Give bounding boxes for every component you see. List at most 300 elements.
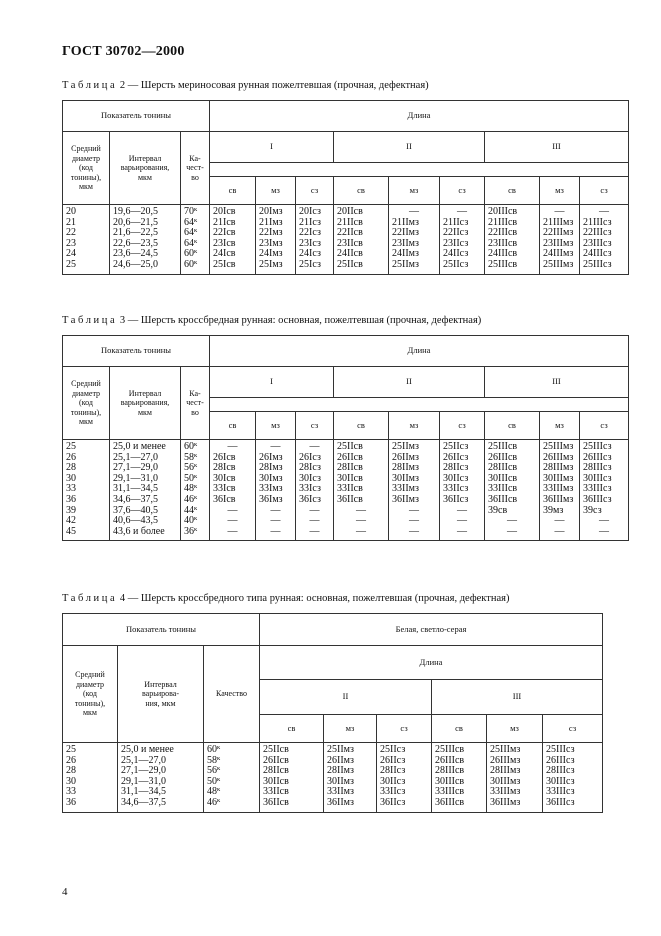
- table-cell: 36: [66, 493, 76, 505]
- table-cell: 25Iмз: [259, 258, 283, 270]
- table-cell: —: [227, 525, 238, 537]
- table-cell: 21Iсз: [299, 216, 321, 228]
- table-2-group-1: I: [210, 132, 334, 163]
- table-cell: 25IIIмз: [543, 441, 574, 452]
- quality-superscript: к: [217, 775, 221, 783]
- table-cell: 25: [66, 441, 76, 452]
- table-cell: 25: [66, 744, 76, 755]
- table-cell: 28IIсз: [380, 765, 406, 777]
- table-cell: 33IIсв: [263, 786, 289, 798]
- table-cell: 22IIIсз: [583, 227, 612, 239]
- table-cell: —: [270, 515, 281, 527]
- quality-superscript: к: [194, 441, 198, 448]
- table-cell: $60^к$: [184, 441, 198, 452]
- table-cell: 19,6—20,5: [113, 206, 158, 217]
- table-cell: 21IIIсв: [488, 216, 518, 228]
- table-cell: —: [309, 504, 320, 516]
- table-cell: $46^к$: [207, 796, 221, 808]
- table-3-header-quality: Ка- чест- во: [181, 367, 210, 440]
- quality-superscript: к: [217, 765, 221, 773]
- table-cell: 30IIсв: [337, 472, 363, 484]
- table-3-caption-text: 3 — Шерсть кроссбредная рунная: основная, пожелтевшая (прочная, дефектная): [119, 315, 482, 326]
- table-cell: —: [599, 525, 609, 537]
- table-2-interval-column: [110, 205, 181, 275]
- table-cell: 26Iмз: [259, 451, 283, 463]
- table-cell: $58^к$: [184, 451, 198, 463]
- table-2-sub: мз: [389, 177, 440, 205]
- table-3-sub: мз: [540, 412, 580, 440]
- table-cell: $46^к$: [184, 493, 198, 505]
- table-cell: 24,6—25,0: [113, 258, 158, 270]
- table-cell: 28IIIсв: [488, 462, 518, 474]
- table-cell: $64^к$: [184, 216, 198, 228]
- table-cell: 28IIIсв: [435, 765, 465, 777]
- table-cell: 24IIмз: [392, 248, 419, 260]
- table-2-diameter-column: [63, 205, 110, 275]
- table-cell: 23: [66, 237, 76, 249]
- table-3-sub: мз: [256, 412, 296, 440]
- table-2: [62, 100, 629, 275]
- table-cell: 33Iсз: [299, 483, 321, 495]
- table-2-sub: сз: [440, 177, 485, 205]
- table-4-header-interval: Интервал варьирова- ния, мкм: [118, 646, 204, 743]
- table-cell: 28: [66, 765, 76, 777]
- table-cell: 21,6—22,5: [113, 227, 158, 239]
- table-cell: $70^к$: [184, 206, 198, 217]
- quality-superscript: к: [194, 493, 198, 501]
- table-cell: $64^к$: [184, 227, 198, 239]
- table-cell: —: [227, 515, 238, 527]
- table-cell: —: [554, 525, 565, 537]
- table-cell: 25IIсз: [443, 441, 469, 452]
- table-4-sub: сз: [543, 715, 603, 743]
- table-cell: 22IIсв: [337, 227, 363, 239]
- table-cell: 21IIсз: [443, 216, 469, 228]
- table-cell: 30IIмз: [327, 775, 354, 787]
- document-title: ГОСТ 30702—2000: [62, 44, 185, 59]
- table-cell: 33IIIсз: [546, 786, 575, 798]
- table-cell: 30IIсз: [380, 775, 406, 787]
- table-cell: $56^к$: [184, 462, 198, 474]
- table-4-column: [377, 743, 432, 813]
- table-cell: 33IIIсв: [488, 483, 518, 495]
- table-cell: —: [457, 206, 467, 217]
- table-cell: 22Iмз: [259, 227, 283, 239]
- table-3-data-row: [63, 440, 629, 541]
- table-cell: 21Iмз: [259, 216, 283, 228]
- table-cell: 23Iсз: [299, 237, 321, 249]
- table-4-interval-column: [118, 743, 204, 813]
- table-2-sub: мз: [540, 177, 580, 205]
- table-cell: 25Iсв: [213, 258, 236, 270]
- table-cell: $56^к$: [207, 765, 221, 777]
- table-cell: 39сз: [583, 504, 602, 516]
- table-cell: —: [599, 515, 609, 527]
- table-cell: 25IIмз: [392, 258, 419, 270]
- table-cell: 22,6—23,5: [113, 237, 158, 249]
- table-cell: 25IIIмз: [490, 744, 521, 755]
- table-cell: 26IIIсв: [488, 451, 518, 463]
- table-3-sub: сз: [580, 412, 629, 440]
- table-cell: 24IIIсв: [488, 248, 518, 260]
- table-cell: —: [457, 504, 467, 516]
- table-cell: —: [457, 515, 467, 527]
- table-cell: —: [309, 525, 320, 537]
- table-cell: 30Iмз: [259, 472, 283, 484]
- table-2-spacer: [210, 163, 629, 177]
- table-cell: —: [507, 515, 517, 527]
- table-cell: —: [409, 525, 419, 537]
- table-cell: 25IIсз: [380, 744, 406, 755]
- table-cell: 24IIсз: [443, 248, 469, 260]
- table-2-sub: сз: [580, 177, 629, 205]
- table-cell: 33: [66, 483, 76, 495]
- table-cell: 33IIсз: [380, 786, 406, 798]
- table-cell: —: [309, 441, 320, 452]
- table-cell: 20: [66, 206, 76, 217]
- table-3-header-diameter: Средний диаметр (код тонины), мкм: [63, 367, 110, 440]
- quality-superscript: к: [194, 206, 198, 213]
- table-cell: 26: [66, 754, 76, 766]
- table-cell: 30IIIсв: [435, 775, 465, 787]
- table-cell: 28IIIсз: [583, 462, 612, 474]
- table-cell: 33: [66, 786, 76, 798]
- table-cell: 23IIмз: [392, 237, 419, 249]
- table-cell: 24IIсв: [337, 248, 363, 260]
- table-cell: 26IIмз: [392, 451, 419, 463]
- table-cell: 21IIIмз: [543, 216, 574, 228]
- table-cell: —: [227, 504, 238, 516]
- table-cell: 36IIIсз: [583, 493, 612, 505]
- table-cell: 36: [66, 796, 76, 808]
- table-2-header-quality: Ка- чест- во: [181, 132, 210, 205]
- table-3-group-3: III: [485, 367, 629, 398]
- table-2-sub: сз: [296, 177, 334, 205]
- table-4-header-quality: Качество: [204, 646, 260, 743]
- table-cell: 25IIIсз: [546, 744, 575, 755]
- table-cell: 28IIсз: [443, 462, 469, 474]
- table-cell: $60^к$: [184, 248, 198, 260]
- table-cell: 23IIIсз: [583, 237, 612, 249]
- table-4-sub: сз: [377, 715, 432, 743]
- table-cell: —: [409, 515, 419, 527]
- table-cell: 36IIсз: [443, 493, 469, 505]
- table-cell: —: [599, 206, 609, 217]
- table-cell: 27,1—29,0: [113, 462, 158, 474]
- table-cell: —: [554, 515, 565, 527]
- table-cell: 28Iсв: [213, 462, 236, 474]
- table-cell: 26IIмз: [327, 754, 354, 766]
- table-2-column: [540, 205, 580, 275]
- table-cell: 21IIсв: [337, 216, 363, 228]
- quality-superscript: к: [217, 744, 221, 751]
- table-cell: —: [270, 525, 281, 537]
- table-cell: 33IIмз: [327, 786, 354, 798]
- table-cell: 31,1—34,5: [121, 786, 166, 798]
- table-3-sub: св: [334, 412, 389, 440]
- table-cell: 22IIIмз: [543, 227, 574, 239]
- table-3-column: [485, 440, 540, 541]
- table-cell: 26Iсв: [213, 451, 236, 463]
- table-4-sub: св: [260, 715, 324, 743]
- table-cell: 20IIсв: [337, 206, 363, 217]
- quality-superscript: к: [194, 525, 198, 533]
- table-4-column: [324, 743, 377, 813]
- table-3-caption-lead: Таблица: [62, 315, 118, 326]
- table-cell: 30Iсв: [213, 472, 236, 484]
- table-3-sub: сз: [440, 412, 485, 440]
- table-cell: 36IIIсв: [435, 796, 465, 808]
- table-cell: 25,1—27,0: [121, 754, 166, 766]
- table-2-group-2: II: [334, 132, 485, 163]
- table-3-sub: св: [210, 412, 256, 440]
- table-cell: 39св: [488, 504, 508, 516]
- table-cell: 28IIмз: [327, 765, 354, 777]
- table-cell: 36Iсз: [299, 493, 321, 505]
- table-cell: 26IIIсз: [583, 451, 612, 463]
- table-cell: 26: [66, 451, 76, 463]
- table-4-sub: мз: [487, 715, 543, 743]
- table-4-caption-text: 4 — Шерсть кроссбредного типа рунная: основная, пожелтевшая (прочная, дефектная): [119, 593, 510, 604]
- table-cell: $40^к$: [184, 515, 198, 527]
- table-cell: 26IIсз: [380, 754, 406, 766]
- table-cell: 23IIсв: [337, 237, 363, 249]
- table-cell: 25IIIмз: [543, 258, 574, 270]
- table-cell: 30IIIмз: [490, 775, 521, 787]
- table-cell: 28IIIмз: [490, 765, 521, 777]
- table-2-caption-text: 2 — Шерсть мериносовая рунная пожелтевшая (прочная, дефектная): [119, 80, 429, 91]
- table-cell: 39: [66, 504, 76, 516]
- table-2-data-row: [63, 205, 629, 275]
- table-3-header-length: Длина: [210, 336, 629, 367]
- quality-superscript: к: [194, 227, 198, 235]
- table-cell: 24Iсз: [299, 248, 321, 260]
- table-cell: 39мз: [543, 504, 564, 516]
- table-2-column: [296, 205, 334, 275]
- table-cell: 36IIсв: [337, 493, 363, 505]
- table-2-column: [389, 205, 440, 275]
- table-cell: 42: [66, 515, 76, 527]
- table-4-quality-column: [204, 743, 260, 813]
- table-cell: 34,6—37,5: [113, 493, 158, 505]
- table-cell: $60^к$: [184, 258, 198, 270]
- table-cell: $64^к$: [184, 237, 198, 249]
- table-3-caption: [62, 315, 481, 326]
- table-cell: —: [270, 441, 281, 452]
- table-cell: 30IIIсв: [488, 472, 518, 484]
- table-cell: 25IIсв: [337, 258, 363, 270]
- table-cell: 30: [66, 472, 76, 484]
- table-4-diameter-column: [63, 743, 118, 813]
- table-cell: 24IIIсз: [583, 248, 612, 260]
- table-3-column: [540, 440, 580, 541]
- table-cell: 36Iмз: [259, 493, 283, 505]
- table-cell: —: [309, 515, 320, 527]
- table-cell: —: [554, 206, 565, 217]
- table-cell: 26IIIмз: [490, 754, 521, 766]
- table-cell: —: [409, 206, 419, 217]
- table-cell: $48^к$: [207, 786, 221, 798]
- table-cell: 33Iмз: [259, 483, 283, 495]
- table-cell: 29,1—31,0: [113, 472, 158, 484]
- quality-superscript: к: [194, 216, 198, 224]
- table-cell: 34,6—37,5: [121, 796, 166, 808]
- table-cell: —: [409, 504, 419, 516]
- table-2-column: [580, 205, 629, 275]
- table-4-group-3: III: [432, 680, 603, 715]
- table-2-header-interval: Интервал варьирования, мкм: [110, 132, 181, 205]
- table-cell: 24Iмз: [259, 248, 283, 260]
- table-cell: 37,6—40,5: [113, 504, 158, 516]
- table-3-group-2: II: [334, 367, 485, 398]
- table-cell: 26IIсв: [337, 451, 363, 463]
- table-cell: 20Iсв: [213, 206, 236, 217]
- table-cell: 25,1—27,0: [113, 451, 158, 463]
- table-cell: 33IIIмз: [543, 483, 574, 495]
- table-cell: 33Iсв: [213, 483, 236, 495]
- table-cell: 22Iсв: [213, 227, 236, 239]
- table-cell: 22IIмз: [392, 227, 419, 239]
- table-cell: 40,6—43,5: [113, 515, 158, 527]
- table-cell: 25IIмз: [327, 744, 354, 755]
- quality-superscript: к: [217, 796, 221, 804]
- table-cell: 25,0 и менее: [113, 441, 166, 452]
- table-cell: 24Iсв: [213, 248, 236, 260]
- table-cell: 23,6—24,5: [113, 248, 158, 260]
- table-cell: 31,1—34,5: [113, 483, 158, 495]
- table-4-sub: св: [432, 715, 487, 743]
- table-3-quality-column: [181, 440, 210, 541]
- table-cell: 25IIIсв: [435, 744, 465, 755]
- table-3-column: [440, 440, 485, 541]
- table-4-group-2: II: [260, 680, 432, 715]
- table-cell: 30IIсз: [443, 472, 469, 484]
- table-2-quality-column: [181, 205, 210, 275]
- table-2-column: [485, 205, 540, 275]
- quality-superscript: к: [194, 462, 198, 470]
- table-cell: 33IIсв: [337, 483, 363, 495]
- table-cell: 30IIIмз: [543, 472, 574, 484]
- table-cell: —: [507, 525, 517, 537]
- table-cell: 23Iсв: [213, 237, 236, 249]
- table-3-diameter-column: [63, 440, 110, 541]
- table-cell: 33IIIсв: [435, 786, 465, 798]
- table-2-column: [256, 205, 296, 275]
- table-cell: 30: [66, 775, 76, 787]
- table-cell: $44^к$: [184, 504, 198, 516]
- quality-superscript: к: [217, 754, 221, 762]
- table-cell: 28Iмз: [259, 462, 283, 474]
- table-cell: 25IIсв: [337, 441, 363, 452]
- table-4-caption-lead: Таблица: [62, 593, 118, 604]
- table-3: [62, 335, 629, 541]
- quality-superscript: к: [194, 237, 198, 245]
- table-cell: 26IIсв: [263, 754, 289, 766]
- table-cell: 22IIIсв: [488, 227, 518, 239]
- table-cell: 26Iсз: [299, 451, 321, 463]
- table-cell: 45: [66, 525, 76, 537]
- table-cell: 21IIмз: [392, 216, 419, 228]
- table-cell: —: [356, 504, 366, 516]
- quality-superscript: к: [194, 483, 198, 491]
- table-4-column: [543, 743, 603, 813]
- table-3-spacer: [210, 398, 629, 412]
- table-cell: 24: [66, 248, 76, 260]
- table-cell: 26IIсз: [443, 451, 469, 463]
- table-cell: 25Iсз: [299, 258, 321, 270]
- table-3-sub: мз: [389, 412, 440, 440]
- table-cell: 36IIIмз: [543, 493, 574, 505]
- table-cell: 28IIмз: [392, 462, 419, 474]
- table-2-column: [210, 205, 256, 275]
- table-2-header-length: Длина: [210, 101, 629, 132]
- table-4-header-color: Белая, светло-серая: [260, 614, 603, 646]
- table-cell: $58^к$: [207, 754, 221, 766]
- table-3-sub: сз: [296, 412, 334, 440]
- table-cell: 26IIIсз: [546, 754, 575, 766]
- table-cell: 36IIмз: [327, 796, 354, 808]
- table-cell: 23Iмз: [259, 237, 283, 249]
- quality-superscript: к: [194, 504, 198, 512]
- table-cell: 25IIIсз: [583, 258, 612, 270]
- table-2-group-3: III: [485, 132, 629, 163]
- table-3-sub: св: [485, 412, 540, 440]
- table-cell: $50^к$: [184, 472, 198, 484]
- table-cell: 43,6 и более: [113, 525, 165, 537]
- table-cell: 23IIIмз: [543, 237, 574, 249]
- table-cell: 24IIIмз: [543, 248, 574, 260]
- table-cell: 22Iсз: [299, 227, 321, 239]
- table-2-sub: мз: [256, 177, 296, 205]
- table-cell: 25,0 и менее: [121, 744, 174, 755]
- table-cell: 36Iсв: [213, 493, 236, 505]
- table-3-header-index: Показатель тонины: [63, 336, 210, 367]
- table-cell: 36IIIсз: [546, 796, 575, 808]
- table-cell: 25IIIсв: [488, 441, 518, 452]
- table-2-header-index: Показатель тонины: [63, 101, 210, 132]
- table-cell: 22: [66, 227, 76, 239]
- table-cell: 20IIIсв: [488, 206, 518, 217]
- table-3-group-1: I: [210, 367, 334, 398]
- table-cell: 28IIIсз: [546, 765, 575, 777]
- table-cell: 23IIIсв: [488, 237, 518, 249]
- table-cell: $60^к$: [207, 744, 221, 755]
- table-cell: 36IIсв: [263, 796, 289, 808]
- quality-superscript: к: [194, 248, 198, 256]
- table-3-column: [580, 440, 629, 541]
- table-cell: 36IIIсв: [488, 493, 518, 505]
- table-4-caption: [62, 593, 509, 604]
- table-4-column: [432, 743, 487, 813]
- table-3-column: [334, 440, 389, 541]
- table-cell: —: [227, 441, 238, 452]
- table-4-column: [487, 743, 543, 813]
- table-cell: 36IIмз: [392, 493, 419, 505]
- table-2-column: [334, 205, 389, 275]
- table-cell: 33IIIсз: [583, 483, 612, 495]
- table-cell: 29,1—31,0: [121, 775, 166, 787]
- quality-superscript: к: [194, 258, 198, 266]
- table-3-column: [389, 440, 440, 541]
- table-cell: 25: [66, 258, 76, 270]
- table-cell: 21IIIсз: [583, 216, 612, 228]
- table-cell: 23IIсз: [443, 237, 469, 249]
- table-cell: 25IIсз: [443, 258, 469, 270]
- table-cell: 25IIIсв: [488, 258, 518, 270]
- table-cell: 26IIIмз: [543, 451, 574, 463]
- table-cell: 30IIIсз: [546, 775, 575, 787]
- table-3-column: [256, 440, 296, 541]
